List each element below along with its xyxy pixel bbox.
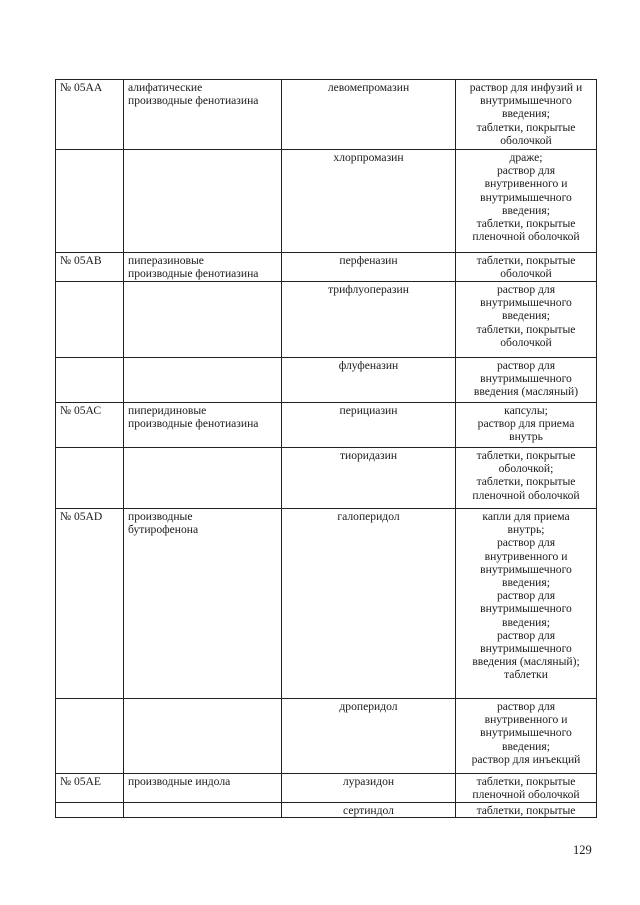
dosage-form-line: внутривенного и	[484, 177, 568, 191]
dosage-form-line: оболочкой	[500, 133, 552, 147]
drug-name-cell: галоперидол	[282, 509, 456, 699]
drug-name-cell: луразидон	[282, 774, 456, 803]
chemical-group-cell	[124, 774, 282, 803]
dosage-form-line: внутривенного и	[484, 713, 568, 727]
dosage-form-cell	[456, 774, 597, 803]
atc-code-cell	[56, 448, 124, 509]
chemical-group-cell	[124, 358, 282, 403]
dosage-form-line: внутримышечного	[480, 296, 572, 310]
table-row	[56, 403, 597, 448]
dosage-form-line: таблетки, покрытые	[476, 475, 576, 489]
dosage-form-line: введения (масляный);	[472, 655, 580, 669]
table-row	[56, 774, 597, 803]
drug-name-cell: перфеназин	[282, 253, 456, 282]
drug-name-cell: трифлуоперазин	[282, 282, 456, 358]
chemical-group-cell	[124, 803, 282, 818]
dosage-form-line: внутримышечного	[480, 726, 572, 740]
table-row	[56, 253, 597, 282]
chemical-group-line: производные фенотиазина	[128, 417, 259, 431]
chemical-group-cell	[124, 150, 282, 253]
chemical-group-cell	[124, 253, 282, 282]
dosage-form-line: таблетки, покрытые	[476, 775, 576, 788]
dosage-form-line: пленочной оболочкой	[472, 788, 580, 802]
table-row	[56, 80, 597, 150]
atc-code-cell	[56, 150, 124, 253]
dosage-form-cell	[456, 80, 597, 150]
dosage-form-line: раствор для	[496, 164, 556, 178]
chemical-group-cell	[124, 448, 282, 509]
dosage-form-line: капсулы;	[504, 404, 548, 417]
dosage-form-line: введения;	[502, 203, 550, 217]
dosage-form-line: внутривенного и	[484, 549, 568, 563]
dosage-form-line: таблетки, покрытые	[476, 449, 576, 462]
table-row	[56, 150, 597, 253]
chemical-group-line: пиперазиновые	[128, 254, 204, 267]
dosage-form-line: драже;	[509, 151, 543, 164]
dosage-form-line: пленочной оболочкой	[472, 230, 580, 244]
chemical-group-cell	[124, 403, 282, 448]
drug-name-cell: сертиндол	[282, 803, 456, 818]
drug-name-cell: флуфеназин	[282, 358, 456, 403]
dosage-form-line: раствор для	[496, 536, 556, 550]
chemical-group-line: производные	[128, 510, 193, 523]
atc-code-cell	[56, 699, 124, 774]
table-row	[56, 509, 597, 699]
dosage-form-cell	[456, 448, 597, 509]
dosage-form-line: таблетки, покрытые	[476, 254, 576, 267]
dosage-form-line: раствор для инфузий и	[469, 81, 583, 94]
atc-code-cell: № 05АС	[56, 403, 124, 448]
dosage-form-cell	[456, 509, 597, 699]
dosage-form-line: внутримышечного	[480, 94, 572, 108]
dosage-form-line: таблетки, покрытые	[476, 804, 576, 817]
drug-name-cell: перициазин	[282, 403, 456, 448]
dosage-form-line: введения;	[502, 107, 550, 121]
dosage-form-line: раствор для	[496, 589, 556, 603]
dosage-form-line: внутрь;	[507, 523, 545, 537]
chemical-group-line: производные индола	[128, 775, 231, 788]
table-row	[56, 282, 597, 358]
atc-code-cell: № 05АЕ	[56, 774, 124, 803]
atc-code-cell	[56, 358, 124, 403]
dosage-form-line: внутримышечного	[480, 602, 572, 616]
dosage-form-line: внутримышечного	[480, 372, 572, 386]
chemical-group-cell	[124, 699, 282, 774]
table-row	[56, 448, 597, 509]
dosage-form-line: таблетки, покрытые	[476, 322, 576, 336]
chemical-group-line: алифатические	[128, 81, 203, 94]
dosage-form-line: введения;	[502, 739, 550, 753]
dosage-form-line: раствор для	[496, 700, 556, 713]
atc-code-cell: № 05АВ	[56, 253, 124, 282]
atc-code-cell: № 05АА	[56, 80, 124, 150]
dosage-form-cell	[456, 803, 597, 818]
drug-name-cell: левомепромазин	[282, 80, 456, 150]
dosage-form-line: раствор для приема	[477, 417, 575, 431]
dosage-form-line: капли для приема	[482, 510, 570, 523]
chemical-group-cell	[124, 80, 282, 150]
dosage-form-line: введения;	[502, 576, 550, 590]
dosage-form-line: оболочкой	[500, 267, 552, 281]
drug-classification-table	[55, 79, 597, 818]
dosage-form-line: оболочкой	[500, 335, 552, 349]
chemical-group-cell	[124, 282, 282, 358]
chemical-group-line: пиперидиновые	[128, 404, 207, 417]
dosage-form-cell	[456, 403, 597, 448]
atc-code-cell	[56, 803, 124, 818]
chemical-group-line: производные фенотиазина	[128, 94, 259, 108]
dosage-form-line: внутримышечного	[480, 190, 572, 204]
dosage-form-line: раствор для	[496, 359, 556, 372]
dosage-form-line: раствор для	[496, 283, 556, 296]
dosage-form-cell	[456, 358, 597, 403]
drug-name-cell: дроперидол	[282, 699, 456, 774]
dosage-form-line: раствор для	[496, 628, 556, 642]
dosage-form-line: введения;	[502, 309, 550, 323]
chemical-group-cell	[124, 509, 282, 699]
dosage-form-line: оболочкой;	[498, 462, 554, 476]
dosage-form-line: раствор для инъекций	[471, 752, 581, 766]
dosage-form-line: таблетки, покрытые	[476, 217, 576, 231]
dosage-form-line: пленочной оболочкой	[472, 488, 580, 502]
drug-name-cell: тиоридазин	[282, 448, 456, 509]
page-number: 129	[573, 843, 592, 857]
dosage-form-line: таблетки, покрытые	[476, 120, 576, 134]
table-row	[56, 358, 597, 403]
table-row	[56, 699, 597, 774]
chemical-group-line: производные фенотиазина	[128, 267, 259, 281]
table-row	[56, 803, 597, 818]
table-body	[56, 80, 597, 818]
dosage-form-line: внутрь	[509, 430, 543, 444]
dosage-form-cell	[456, 253, 597, 282]
atc-code-cell	[56, 282, 124, 358]
dosage-form-line: введения;	[502, 615, 550, 629]
dosage-form-line: внутримышечного	[480, 562, 572, 576]
atc-code-cell: № 05АD	[56, 509, 124, 699]
dosage-form-cell	[456, 699, 597, 774]
chemical-group-line: бутирофенона	[128, 523, 199, 537]
dosage-form-cell	[456, 282, 597, 358]
dosage-form-cell	[456, 150, 597, 253]
dosage-form-line: введения (масляный)	[473, 385, 579, 399]
dosage-form-line: внутримышечного	[480, 642, 572, 656]
dosage-form-line: таблетки	[504, 668, 548, 682]
drug-name-cell: хлорпромазин	[282, 150, 456, 253]
